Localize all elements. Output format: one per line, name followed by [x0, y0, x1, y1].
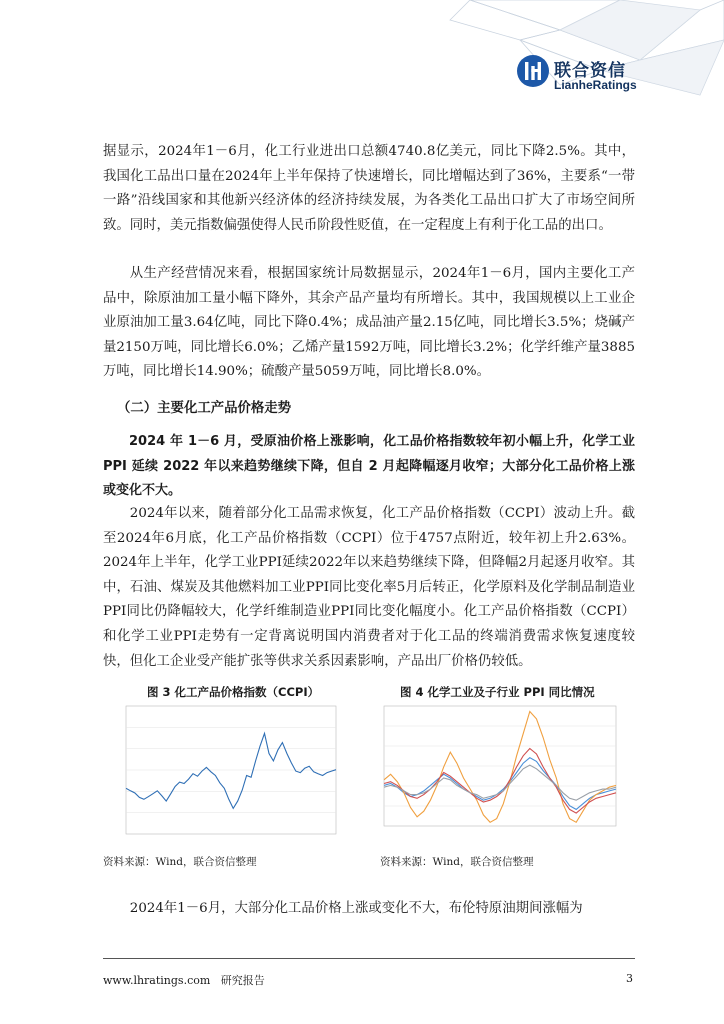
logo-chinese-text: 联合资信 [554, 61, 626, 81]
company-logo [516, 52, 646, 96]
paragraph-production: 从生产经营情况来看，根据国家统计局数据显示，2024年1－6月，国内主要化工产品中，除原油加工量小幅下降外，其余产品产量均有所增长。其中，我国规模以上工业企业原油加工量3.64亿吨，同比下降0.4%；成品油产量2.15亿吨，同比增长3.5%；烧碱产量2150万吨，同比增长6.0%；乙烯产量1592万吨，同比增长3.2%；化学纤维产量3885万吨，同比增长14.90%；硫酸产量5059万吨，同比增长8.0%。 [103, 266, 635, 380]
section-subheading: （二）主要化工产品价格走势 [117, 401, 292, 416]
series-line-0 [384, 758, 616, 810]
footer-report-type: 研究报告 [220, 974, 265, 987]
series-line-3 [384, 765, 616, 800]
page-number: 3 [626, 972, 633, 985]
figure-4-source: 资料来源：Wind，联合资信整理 [380, 856, 534, 868]
footer-divider [103, 958, 635, 959]
paragraph-key-finding: 2024 年 1－6 月，受原油价格上涨影响，化工品价格指数较年初小幅上升，化学工业 PPI 延续 2022 年以来趋势继续下降，但自 2 月起降幅逐月收窄；大部分化工品价格上涨或变化不大。 [103, 434, 635, 499]
ccpi-line-chart [112, 700, 352, 850]
footer-site [103, 972, 265, 988]
paragraph-trade: 据显示，2024年1－6月，化工行业进出口总额4740.8亿美元，同比下降2.5%。其中，我国化工品出口量在2024年上半年保持了快速增长，同比增幅达到了36%，主要系“一带一路”沿线国家和其他新兴经济体的经济持续发展，为各类化工品出口扩大了市场空间所致。同时，美元指数偏强使得人民币阶段性贬值，在一定程度上有利于化工品的出口。 [103, 144, 635, 233]
logo-english-text: LianheRatings [554, 78, 637, 92]
series-line-0 [126, 733, 336, 808]
figure-4-title: 图 4 化学工业及子行业 PPI 同比情况 [400, 685, 595, 699]
figure-3-source: 资料来源：Wind，联合资信整理 [103, 856, 257, 868]
lianhe-logo-icon [516, 54, 550, 88]
series-line-2 [384, 749, 616, 814]
ppi-line-chart [372, 700, 630, 850]
paragraph-price-index: 2024年以来，随着部分化工品需求恢复，化工产品价格指数（CCPI）波动上升。截至2024年6月底，化工产品价格指数（CCPI）位于4757点附近，较年初上升2.63%。2024年上半年，化学工业PPI延续2022年以来趋势继续下降，但降幅2月起逐月收窄。其中，石油、煤炭及其他燃料加工业PPI同比变化率5月后转正，化学原料及化学制品制造业PPI同比仍降幅较大，化学纤维制造业PPI同比变化幅度小。化工产品价格指数（CCPI）和化学工业PPI走势有一定背离说明国内消费者对于化工品的终端消费需求恢复速度较快，但化工企业受产能扩张等供求关系因素影响，产品出厂价格仍较低。 [103, 506, 635, 669]
figure-3-title: 图 3 化工产品价格指数（CCPI） [147, 685, 320, 699]
footer-website-link[interactable]: www.lhratings.com [103, 974, 211, 987]
paragraph-crude-oil: 2024年1－6月，大部分化工品价格上涨或变化不大，布伦特原油期间涨幅为 [129, 901, 583, 916]
